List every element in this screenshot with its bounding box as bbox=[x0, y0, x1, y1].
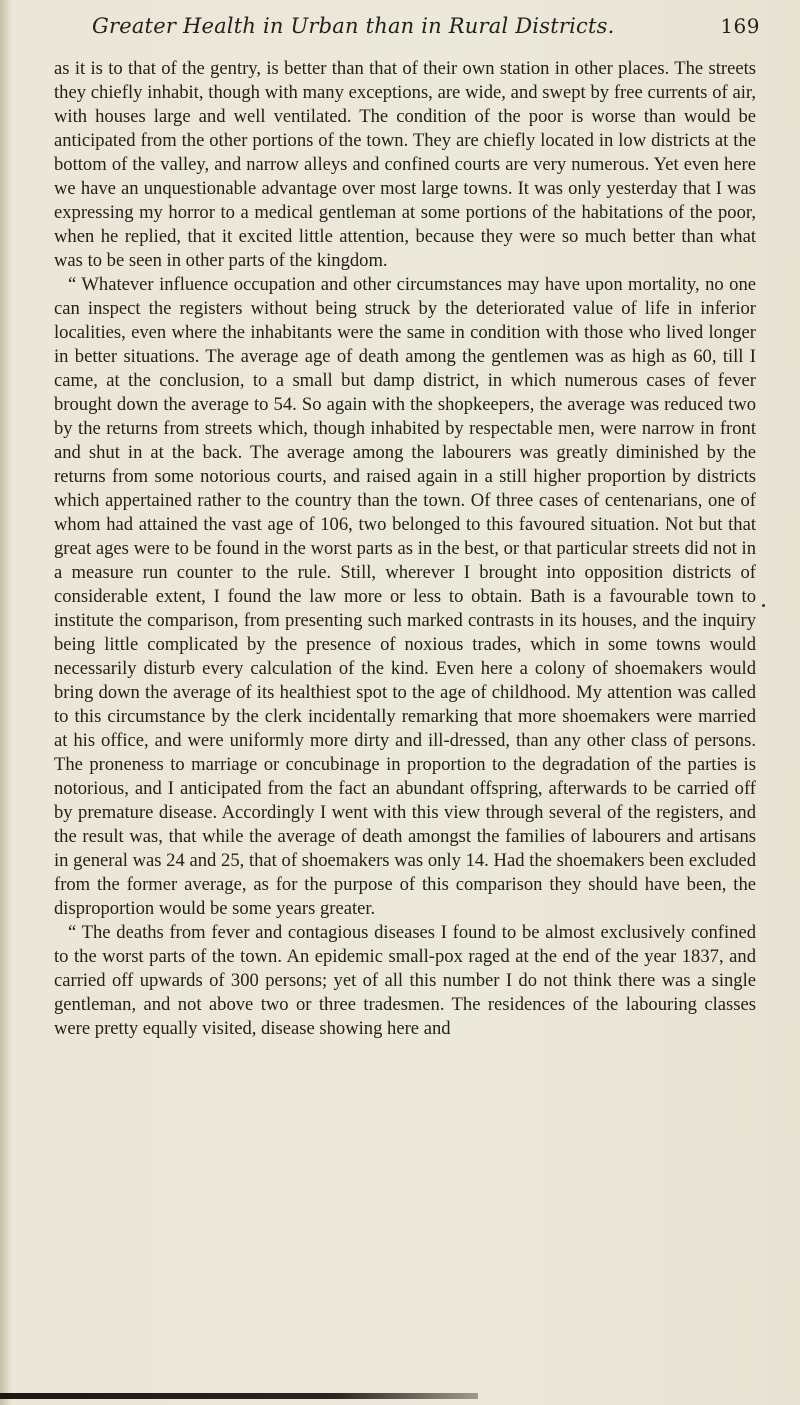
paragraph-3: “ The deaths from fever and contagious diseases I found to be almost exclusively confined to the worst parts of the town. An epidemic small-pox raged at the end of the year 1837, and carried off upwards of 300 persons; yet of all this number I do not think there was a single gentleman, and not above two or three tradesmen. The residences of the labouring classes were pretty equally visited, disease showing here and bbox=[54, 922, 756, 1039]
page-edge-shadow bbox=[0, 1393, 478, 1399]
running-title: Greater Health in Urban than in Rural Districts. bbox=[92, 14, 615, 38]
paragraph-2: “ Whatever influence occupation and other circumstances may have upon mortality, no one can inspect the registers without being struck by the deteriorated value of life in inferior localities, even where the inhabitants were the same in condition with those who lived longer in better situations. The average age of death among the gentlemen was as high as 60, till I came, at the conclusion, to a small but damp district, in which numerous cases of fever brought down the average to 54. So again with the shopkeepers, the average was reduced two by the returns from streets which, though inhabited by respectable men, were narrow in front and shut in at the back. The average among the labourers was greatly diminished by the returns from some notorious courts, and raised again in a still higher proportion by districts which appertained rather to the country than the town. Of three cases of centenarians, one of whom had attained the vast age of 106, two belonged to this favoured situation. Not but that great ages were to be found in the worst parts as in the best, or that particular streets did not in a measure run counter to the rule. Still, wherever I brought into opposition districts of considerable extent, I found the law more or less to obtain. Bath is a favourable town to institute the comparison, from presenting such marked contrasts in its houses, and the inquiry being little complicated by the presence of noxious trades, which in some towns would necessarily disturb every calculation of the kind. Even here a colony of shoemakers would bring down the average of its healthiest spot to the age of childhood. My attention was called to this circumstance by the clerk incidentally remarking that more shoemakers were married at his office, and were uniformly more dirty and ill-dressed, than any other class of persons. The proneness to marriage or concubinage in proportion to the degradation of the parties is notorious, and I anticipated from the fact an abundant offspring, afterwards to be carried off by premature disease. Accordingly I went with this view through several of the registers, and the result was, that while the average of death amongst the families of labourers and artisans in general was 24 and 25, that of shoemakers was only 14. Had the shoemakers been excluded from the former average, as for the purpose of this comparison they should have been, the disproportion would be some years greater. bbox=[54, 274, 756, 919]
running-head bbox=[92, 14, 760, 44]
page-number: 169 bbox=[720, 14, 760, 38]
body-text bbox=[54, 57, 756, 1041]
paragraph-1: as it is to that of the gentry, is better than that of their own station in other places. The streets they chiefly inhabit, though with many exceptions, are wide, and swept by free currents of air, with houses large and well ventilated. The condition of the poor is worse than would be anticipated from the other portions of the town. They are chiefly located in low districts at the bottom of the valley, and narrow alleys and confined courts are very numerous. Yet even here we have an unquestionable advantage over most large towns. It was only yesterday that I was expressing my horror to a medical gentleman at some portions of the habitations of the poor, when he replied, that it excited little attention, because they were so much better than what was to be seen in other parts of the kingdom. bbox=[54, 58, 756, 271]
spine-shadow bbox=[0, 0, 10, 1405]
margin-speck bbox=[762, 604, 765, 607]
